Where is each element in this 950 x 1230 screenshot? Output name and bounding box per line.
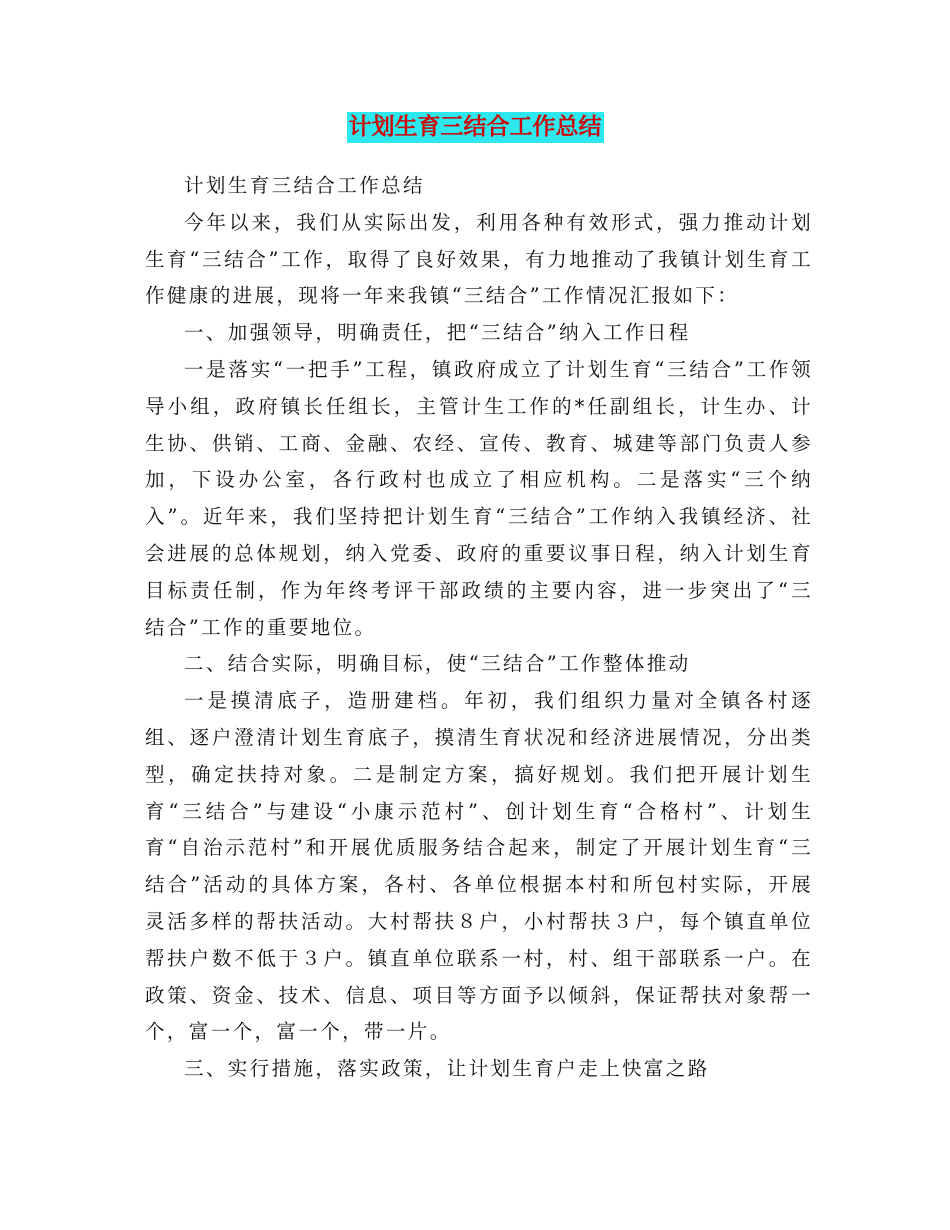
paragraph-intro: 今年以来，我们从实际出发，利用各种有效形式，强力推动计划生育“三结合”工作，取得了良好效果，有力地推动了我镇计划生育工作健康的进展，现将一年来我镇“三结合”工作情况汇报如下： [145,210,813,308]
section-heading-3: 三、实行措施，落实政策，让计划生育户走上快富之路 [184,1057,710,1081]
paragraph-subtitle: 计划生育三结合工作总结 [184,174,425,197]
paragraph-section-1: 一是落实“一把手”工程，镇政府成立了计划生育“三结合”工作领导小组，政府镇长任组长，主管计生工作的*任副组长，计生办、计生协、供销、工商、金融、农经、宣传、教育、城建等部门负责人参加，下设办公室，各行政村也成立了相应机构。二是落实“三个纳入”。近年来，我们坚持把计划生育“三结合”工作纳入我镇经济、社会进展的总体规划，纳入党委、政府的重要议事日程，纳入计划生育目标责任制，作为年终考评干部政绩的主要内容，进一步突出了“三结合”工作的重要地位。 [145,357,813,639]
document-body [145,168,813,1088]
title-container [0,112,950,143]
section-heading-2: 二、结合实际，明确目标，使“三结合”工作整体推动 [184,652,691,676]
section-heading-1: 一、加强领导，明确责任，把“三结合”纳入工作日程 [184,321,691,345]
paragraph-section-2: 一是摸清底子，造册建档。年初，我们组织力量对全镇各村逐组、逐户澄清计划生育底子，摸清生育状况和经济进展情况，分出类型，确定扶持对象。二是制定方案，搞好规划。我们把开展计划生育“三结合”与建设“小康示范村”、创计划生育“合格村”、计划生育“自治示范村”和开展优质服务结合起来，制定了开展计划生育“三结合”活动的具体方案，各村、各单位根据本村和所包村实际，开展灵活多样的帮扶活动。大村帮扶８户，小村帮扶３户，每个镇直单位帮扶户数不低于３户。镇直单位联系一村，村、组干部联系一户。在政策、资金、技术、信息、项目等方面予以倾斜，保证帮扶对象帮一个，富一个，富一个，带一片。 [145,689,813,1044]
document-title: 计划生育三结合工作总结 [347,112,604,143]
